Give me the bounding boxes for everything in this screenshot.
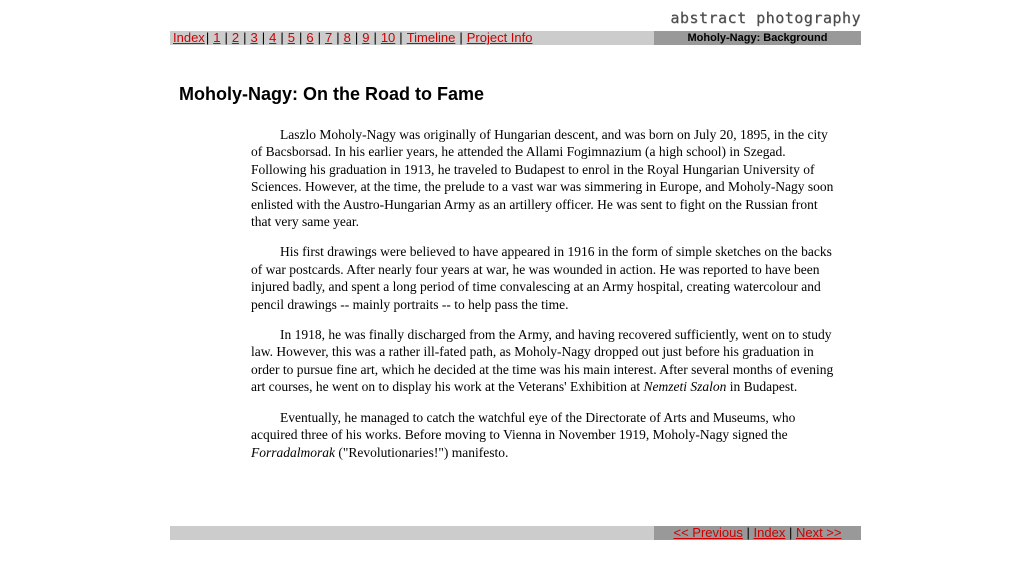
nav-link-page-10[interactable]: 10 [380, 30, 396, 45]
nav-link-page-5[interactable]: 5 [287, 30, 295, 45]
site-logo: abstract photography [670, 9, 861, 27]
nav-separator: | [224, 30, 228, 45]
main-nav [173, 31, 533, 45]
article-body [251, 126, 841, 474]
paragraph-4 [251, 409, 841, 461]
nav-separator: | [336, 30, 340, 45]
bottom-nav-bar [170, 526, 861, 540]
nav-link-index[interactable]: Index [173, 30, 205, 45]
nav-separator: | [280, 30, 284, 45]
top-nav-bar [170, 31, 861, 45]
pager [654, 526, 861, 540]
section-label: Moholy-Nagy: Background [654, 31, 861, 45]
paragraph-4-text: Eventually, he managed to catch the watchful eye of the Directorate of Arts and Museums, who acquired three of his works. Before moving to Vienna in November 1919, Moholy-Nagy signed the [251, 409, 796, 443]
nav-link-page-7[interactable]: 7 [324, 30, 333, 45]
pager-separator: | [788, 525, 793, 540]
paragraph-1: Laszlo Moholy-Nagy was originally of Hungarian descent, and was born on July 20, 1895, in the city of Bacsborsad. In his earlier years, he attended the Allami Fogimnazium (a high school) in Szegad. Following his graduation in 1913, he traveled to Budapest to enrol in the Royal Hungarian University of Sciences. However, at the time, the prelude to a vast war was simmering in Europe, and Moholy-Nagy soon enlisted with the Austro-Hungarian Army as an artillery officer. He was sent to fight on the Russian front that very same year. [251, 127, 834, 230]
previous-link[interactable]: << Previous [673, 525, 743, 540]
nav-link-page-4[interactable]: 4 [269, 30, 277, 45]
page-title: Moholy-Nagy: On the Road to Fame [179, 84, 485, 104]
paragraph-3-text-end: in Budapest. [726, 379, 798, 395]
paragraph-3 [251, 326, 841, 396]
exhibition-name: Nemzeti Szalon [643, 379, 727, 395]
paragraph-2: His first drawings were believed to have appeared in 1916 in the form of simple sketches on the backs of war postcards. After nearly four years at war, he was wounded in action. He was reported to have been injured badly, and spent a long period of time convalescing at an Army hospital, creating watercolour and pencil drawings -- mainly portraits -- to help pass the time. [251, 244, 832, 312]
nav-link-page-3[interactable]: 3 [250, 30, 258, 45]
nav-link-page-9[interactable]: 9 [362, 30, 370, 45]
nav-separator: | [205, 30, 210, 45]
paragraph-4-text-end: ("Revolutionaries!") manifesto. [335, 444, 509, 460]
nav-separator: | [243, 30, 247, 45]
nav-separator: | [261, 30, 266, 45]
next-link[interactable]: Next >> [795, 525, 842, 540]
nav-separator: | [459, 30, 463, 45]
nav-link-timeline[interactable]: Timeline [406, 30, 456, 45]
nav-separator: | [354, 30, 359, 45]
nav-separator: | [373, 30, 377, 45]
pager-separator: | [746, 525, 750, 540]
nav-link-page-2[interactable]: 2 [231, 30, 240, 45]
nav-separator: | [317, 30, 321, 45]
paragraph-3-text: In 1918, he was finally discharged from the Army, and having recovered sufficiently, went on to study law. However, this was a rather ill-fated path, as Moholy-Nagy dropped out just before his graduation in order to pursue fine art, which he decided at the time was his main interest. After several months of evening art courses, he went on to display his work at the Veterans' Exhibition at [251, 327, 834, 395]
nav-link-page-6[interactable]: 6 [306, 30, 314, 45]
nav-link-page-8[interactable]: 8 [343, 30, 351, 45]
nav-separator: | [399, 30, 403, 45]
manifesto-name: Forradalmorak [251, 444, 335, 460]
nav-separator: | [298, 30, 303, 45]
nav-link-project-info[interactable]: Project Info [466, 30, 533, 45]
pager-index-link[interactable]: Index [753, 525, 786, 540]
nav-link-page-1[interactable]: 1 [213, 30, 221, 45]
